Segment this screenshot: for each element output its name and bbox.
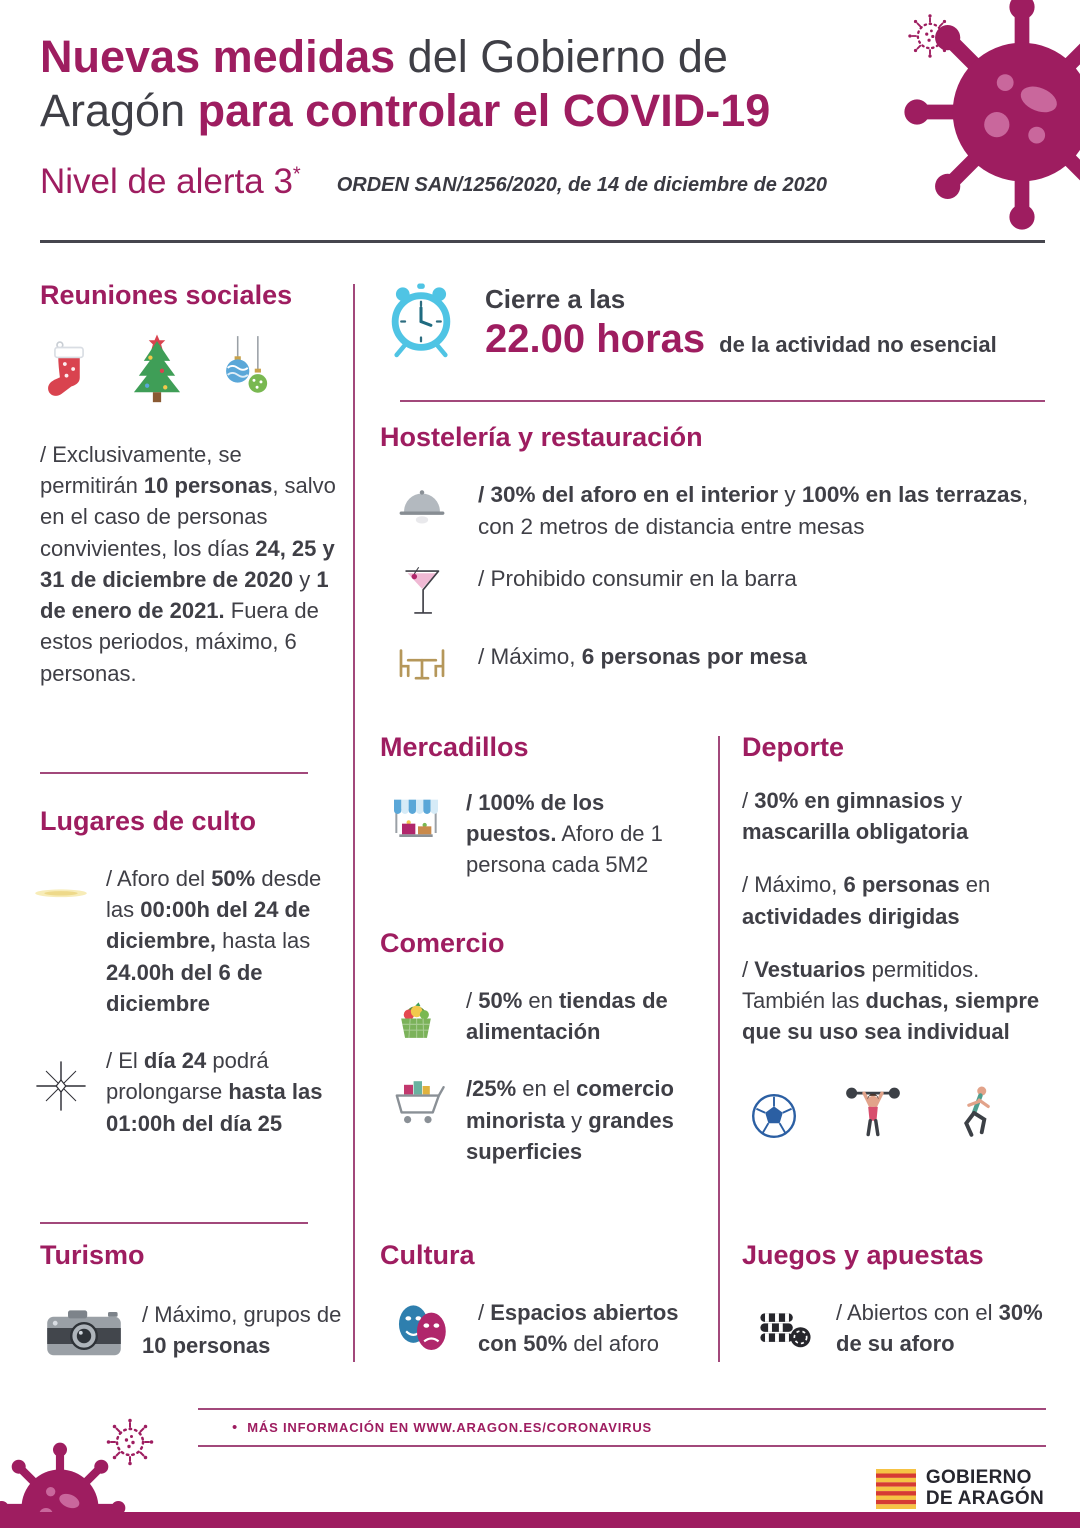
alarm-clock-icon <box>383 280 459 365</box>
closing-time-block <box>383 280 1045 365</box>
section-cultura <box>380 1240 700 1359</box>
cocktail-glass-icon <box>380 563 464 621</box>
vertical-divider <box>718 736 720 1362</box>
more-info-text: MÁS INFORMACIÓN EN WWW.ARAGON.ES/CORONAVIRUS <box>247 1420 653 1435</box>
theater-masks-icon <box>380 1297 464 1357</box>
section-heading: Turismo <box>40 1240 145 1270</box>
closing-hour: 22.00 horas <box>485 317 706 361</box>
header <box>40 30 875 202</box>
poker-chips-icon <box>742 1297 822 1355</box>
hosteleria-barra-text: / Prohibido consumir en la barra <box>478 565 797 591</box>
lugares-item <box>30 1045 348 1139</box>
comercio-minorista-text: /25% en el comercio minorista y grandes superficies <box>466 1076 674 1164</box>
hosteleria-mesa-text: / Máximo, 6 personas por mesa <box>478 643 807 669</box>
turismo-text: / Máximo, grupos de 10 personas <box>142 1302 342 1359</box>
sports-icons-row <box>742 1078 1047 1140</box>
coronavirus-url-link[interactable]: WWW.ARAGON.ES/CORONAVIRUS <box>413 1420 653 1435</box>
mercadillos-item <box>380 787 695 881</box>
logo-text: GOBIERNO DE ARAGÓN <box>925 1467 1044 1509</box>
section-heading: Lugares de culto <box>40 806 257 836</box>
deporte-actividades-text: / Máximo, 6 personas en actividades dirigidas <box>742 872 991 929</box>
shopping-cart-icon <box>380 1073 452 1129</box>
christmas-icons-row <box>40 327 336 413</box>
section-heading: Deporte <box>742 732 845 762</box>
header-divider <box>40 240 1045 243</box>
deporte-gimnasios-text: / 30% en gimnasios y mascarilla obligatoria <box>742 788 969 845</box>
divider <box>400 400 1045 402</box>
section-heading: Hostelería y restauración <box>380 422 703 452</box>
star-sparkle-icon <box>30 1045 92 1113</box>
section-deporte <box>742 732 1047 1140</box>
candle-glow-icon <box>30 863 92 907</box>
section-hosteleria <box>380 422 1045 689</box>
more-info-bar <box>198 1408 1046 1447</box>
hosteleria-item <box>380 641 1045 689</box>
divider <box>40 1222 308 1224</box>
weightlifter-icon <box>842 1078 904 1140</box>
section-heading: Juegos y apuestas <box>742 1240 984 1270</box>
vertical-divider <box>353 284 355 1362</box>
turismo-item <box>40 1299 352 1361</box>
lugares-dia24-text: / El día 24 podrá prolongarse hasta las 01:00h del día 25 <box>106 1048 323 1136</box>
cultura-text: / Espacios abiertos con 50% del aforo <box>478 1300 679 1357</box>
juegos-text: / Abiertos con el 30% de su aforo <box>836 1300 1043 1357</box>
section-heading: Reuniones sociales <box>40 280 293 310</box>
section-juegos-apuestas <box>742 1240 1047 1359</box>
closing-scope: de la actividad no esencial <box>719 332 997 357</box>
section-comercio <box>380 928 700 1167</box>
virus-icon <box>896 0 1080 238</box>
alert-asterisk: * <box>292 163 301 186</box>
comercio-alimentacion-text: / 50% en tiendas de alimentación <box>466 988 668 1045</box>
serving-dish-icon <box>380 479 464 535</box>
juegos-item <box>742 1297 1047 1359</box>
hosteleria-item <box>380 563 1045 621</box>
grocery-basket-icon <box>380 985 452 1043</box>
divider <box>40 772 308 774</box>
market-stall-icon <box>380 787 452 849</box>
runner-icon <box>948 1082 1000 1140</box>
section-heading: Cultura <box>380 1240 475 1270</box>
mercadillos-text: / 100% de los puestos. Aforo de 1 persona cada 5M2 <box>466 790 663 878</box>
gobierno-de-aragon-logo <box>876 1468 1044 1509</box>
section-turismo <box>40 1240 352 1361</box>
closing-label: Cierre a las <box>485 284 626 314</box>
cultura-item <box>380 1297 700 1359</box>
page-title: Nuevas medidas del Gobierno de Aragón para controlar el COVID-19 <box>40 31 771 136</box>
section-heading: Comercio <box>380 928 505 958</box>
hosteleria-aforo-text: / 30% del aforo en el interior y 100% en las terrazas, con 2 metros de distancia entre mesas <box>478 482 1029 539</box>
camera-icon <box>40 1299 128 1361</box>
hosteleria-item <box>380 479 1045 543</box>
soccer-ball-icon <box>750 1092 798 1140</box>
bullet-icon: • <box>232 1419 238 1436</box>
section-mercadillos <box>380 732 695 881</box>
alert-level: Nivel de alerta 3* <box>40 162 301 201</box>
order-reference: ORDEN SAN/1256/2020, de 14 de diciembre de 2020 <box>336 174 827 196</box>
comercio-item <box>380 985 700 1047</box>
section-lugares-de-culto <box>30 806 348 1139</box>
reuniones-text: / Exclusivamente, se permitirán 10 personas, salvo en el caso de personas convivientes, los días 24, 25 y 31 de diciembre de 2020 y 1 de enero de 2021. Fuera de estos periodos, máximo, 6 personas. <box>40 442 336 686</box>
section-heading: Mercadillos <box>380 732 529 762</box>
alert-row <box>40 162 875 202</box>
aragon-flag-icon <box>876 1469 916 1509</box>
christmas-tree-icon <box>124 327 190 413</box>
section-reuniones-sociales <box>40 280 336 689</box>
bottom-accent-bar <box>0 1512 1080 1528</box>
closing-time-text <box>485 280 997 365</box>
comercio-item <box>380 1073 700 1167</box>
deporte-vestuarios-text: / Vestuarios permitidos. También las duchas, siempre que su uso sea individual <box>742 956 1040 1045</box>
lugares-item <box>30 863 348 1019</box>
lugares-aforo-text: / Aforo del 50% desde las 00:00h del 24 de diciembre, hasta las 24.00h del 6 de diciembre <box>106 866 322 1016</box>
table-chairs-icon <box>380 641 464 689</box>
christmas-stocking-icon <box>40 335 98 413</box>
baubles-icon <box>216 329 278 413</box>
